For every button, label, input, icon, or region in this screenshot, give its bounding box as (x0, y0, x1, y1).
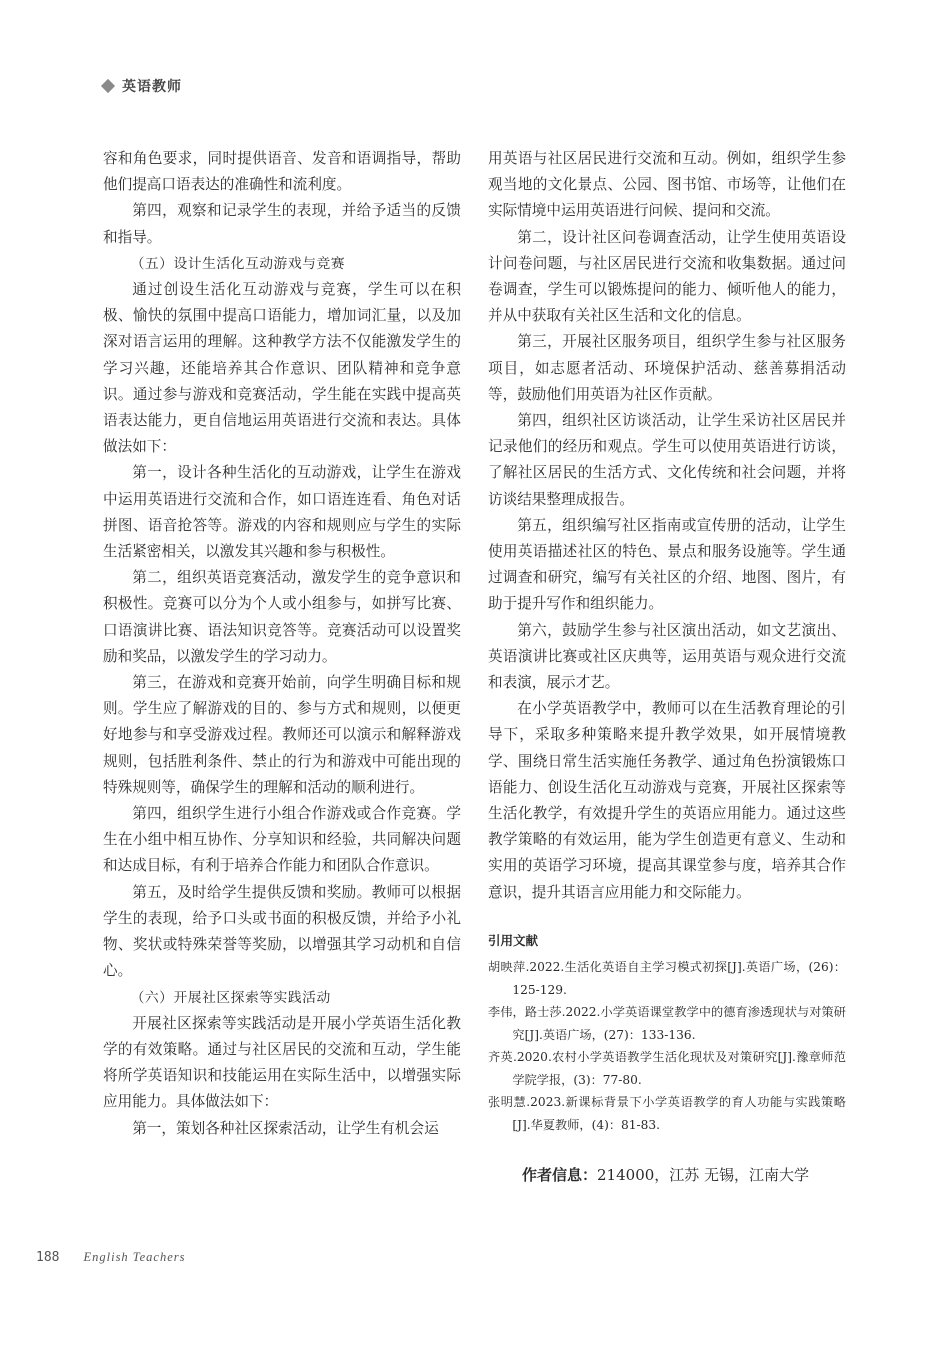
journal-title-en: English Teachers (83, 1250, 186, 1264)
running-header (103, 76, 182, 96)
reference-item: 张明慧.2023.新课标背景下小学英语教学的育人功能与实践策略[J].华夏教师，(4)：81-83. (488, 1095, 846, 1132)
references-list (488, 956, 846, 1136)
author-label: 作者信息： (522, 1166, 598, 1185)
journal-title-cn: 英语教师 (122, 79, 182, 95)
left-column (103, 146, 461, 1142)
paragraph: 第五，及时给学生提供反馈和奖励。教师可以根据学生的表现，给予口头或书面的积极反馈，并给予小礼物、奖状或特殊荣誉等奖励，以增强其学习动机和自信心。 (103, 883, 461, 980)
reference-item: 齐英.2020.农村小学英语教学生活化现状及对策研究[J].豫章师范学院学报，(3)：77-80. (488, 1050, 846, 1087)
paragraph: 第六，鼓励学生参与社区演出活动，如文艺演出、英语演讲比赛或社区庆典等，运用英语与观众进行交流和表演，展示才艺。 (488, 621, 846, 692)
paragraph: 第三，在游戏和竞赛开始前，向学生明确目标和规则。学生应了解游戏的目的、参与方式和规则，以便更好地参与和享受游戏过程。教师还可以演示和解释游戏规则，包括胜利条件、禁止的行为和游戏中可能出现的特殊规则等，确保学生的理解和活动的顺利进行。 (103, 674, 461, 796)
paragraph: 开展社区探索等实践活动是开展小学英语生活化教学的有效策略。通过与社区居民的交流和互动，学生能将所学英语知识和技能运用在实际生活中，以增强实际应用能力。具体做法如下： (103, 1014, 461, 1111)
page-number: 188 (36, 1250, 60, 1265)
reference-item: 胡映萍.2022.生活化英语自主学习模式初探[J].英语广场，(26)：125-129. (488, 960, 846, 997)
paragraph: 第二，组织英语竞赛活动，激发学生的竞争意识和积极性。竞赛可以分为个人或小组参与，如拼写比赛、口语演讲比赛、语法知识竞答等。竞赛活动可以设置奖励和奖品，以激发学生的学习动力。 (103, 569, 461, 665)
paragraph: 第一，策划各种社区探索活动，让学生有机会运 (132, 1119, 439, 1137)
paragraph: 第二，设计社区问卷调查活动，让学生使用英语设计问卷问题，与社区居民进行交流和收集数据。通过问卷调查，学生可以锻炼提问的能力、倾听他人的能力，并从中获取有关社区生活和文化的信息。 (488, 228, 846, 325)
paragraph: 用英语与社区居民进行交流和互动。例如，组织学生参观当地的文化景点、公园、图书馆、市场等，让他们在实际情境中运用英语进行问候、提问和交流。 (488, 150, 846, 220)
diamond-icon (101, 79, 115, 93)
paragraph: 通过创设生活化互动游戏与竞赛，学生可以在积极、愉快的氛围中提高口语能力，增加词汇量，以及加深对语言运用的理解。这种教学方法不仅能激发学生的学习兴趣，还能培养其合作意识、团队精神和竞争意识。通过参与游戏和竞赛活动，学生能在实践中提高英语表达能力，更自信地运用英语进行交流和表达。具体做法如下： (103, 281, 461, 456)
right-column-body (488, 146, 846, 906)
paragraph: 第五，组织编写社区指南或宣传册的活动，让学生使用英语描述社区的特色、景点和服务设施等。学生通过调查和研究，编写有关社区的介绍、地图、图片，有助于提升写作和组织能力。 (488, 516, 846, 613)
section-heading: （五）设计生活化互动游戏与竞赛 (130, 255, 346, 272)
paragraph: 第三，开展社区服务项目，组织学生参与社区服务项目，如志愿者活动、环境保护活动、慈善募捐活动等，鼓励他们用英语为社区作贡献。 (488, 333, 846, 403)
paragraph: 第一，设计各种生活化的互动游戏，让学生在游戏中运用英语进行交流和合作，如口语连连看、角色对话拼图、语音抢答等。游戏的内容和规则应与学生的实际生活紧密相关，以激发其兴趣和参与积极性。 (103, 464, 461, 561)
paragraph: 在小学英语教学中，教师可以在生活教育理论的引导下，采取多种策略来提升教学效果，如开展情境教学、围绕日常生活实施任务教学、通过角色扮演锻炼口语能力、创设生活化互动游戏与竞赛，开展社区探索等生活化教学，有效提升学生的英语应用能力。通过这些教学策略的有效运用，能为学生创造更有意义、生动和实用的英语学习环境，提高其课堂参与度，培养其合作意识，提升其语言应用能力和交际能力。 (488, 700, 846, 901)
author-info (488, 1162, 846, 1188)
reference-item: 李伟，路士莎.2022.小学英语课堂教学中的德育渗透现状与对策研究[J].英语广场，(27)：133-136. (488, 1005, 846, 1042)
paragraph: 第四，组织社区访谈活动，让学生采访社区居民并记录他们的经历和观点。学生可以使用英语进行访谈，了解社区居民的生活方式、文化传统和社会问题，并将访谈结果整理成报告。 (488, 412, 846, 508)
section-heading: （六）开展社区探索等实践活动 (130, 989, 331, 1006)
references-title: 引用文献 (488, 932, 539, 948)
author-details: 214000，江苏 无锡，江南大学 (597, 1166, 810, 1185)
paragraph: 容和角色要求，同时提供语音、发音和语调指导，帮助他们提高口语表达的准确性和流利度。 (103, 150, 461, 194)
paragraph: 第四，组织学生进行小组合作游戏或合作竞赛。学生在小组中相互协作、分享知识和经验，共同解决问题和达成目标，有利于培养合作能力和团队合作意识。 (103, 805, 461, 875)
page-footer (36, 1250, 185, 1265)
paragraph: 第四，观察和记录学生的表现，并给予适当的反馈和指导。 (103, 202, 461, 246)
right-column (488, 146, 846, 1188)
